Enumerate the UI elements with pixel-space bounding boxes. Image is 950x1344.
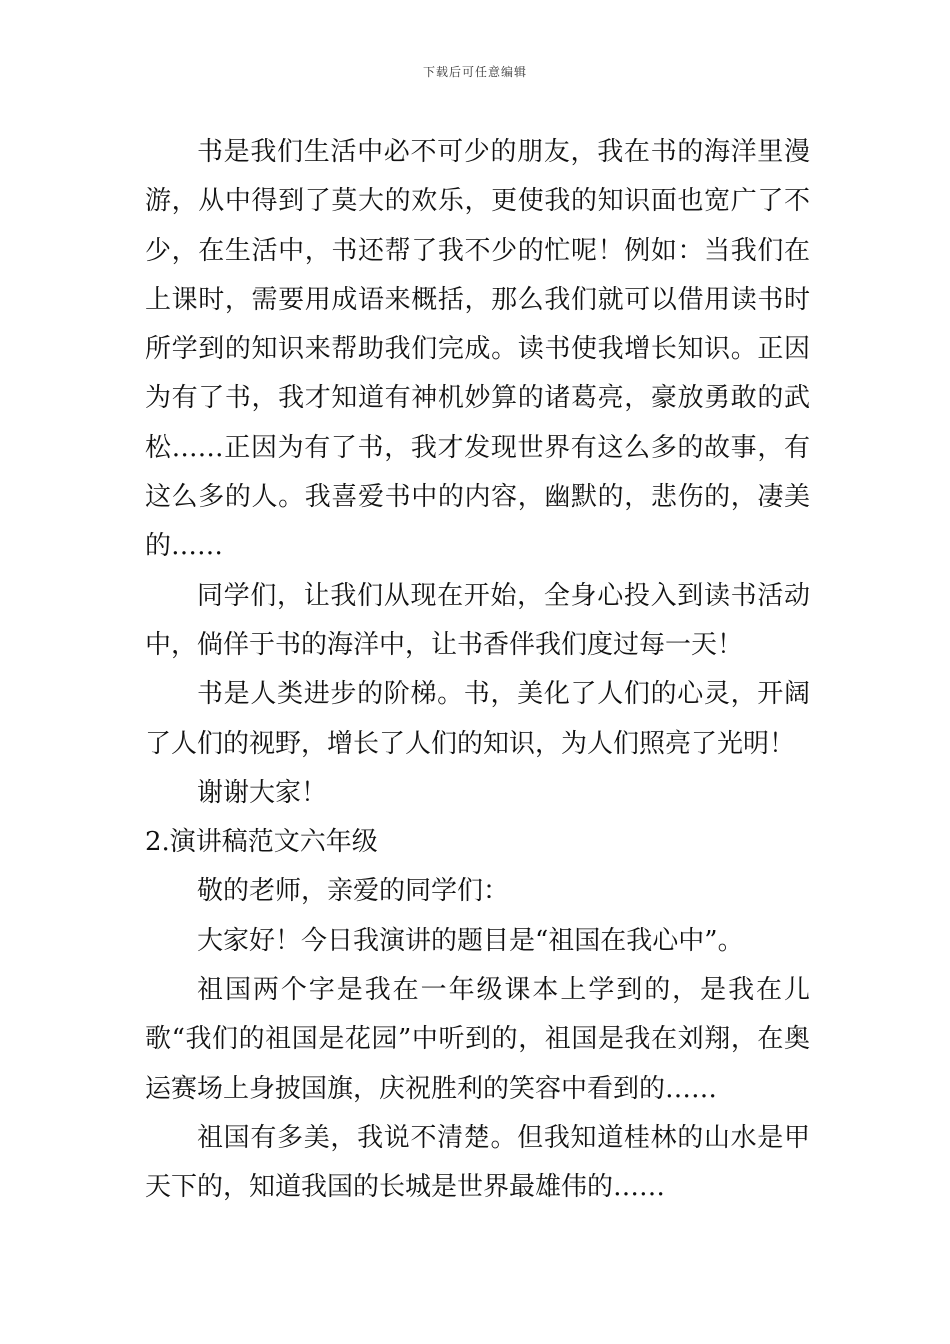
page-header-note: 下载后可任意编辑 bbox=[422, 65, 527, 79]
paragraph-reading-call: 同学们，让我们从现在开始，全身心投入到读书活动中，倘佯于书的海洋中，让书香伴我们度过每一天！ bbox=[145, 580, 810, 660]
paragraph-books-ladder: 书是人类进步的阶梯。书，美化了人们的心灵，开阔了人们的视野，增长了人们的知识，为人们照亮了光明！ bbox=[145, 679, 810, 759]
section-heading: 2.演讲稿范文六年级 bbox=[145, 827, 378, 858]
paragraph-thanks: 谢谢大家！ bbox=[197, 777, 328, 808]
paragraph-books-friends: 书是我们生活中必不可少的朋友，我在书的海洋里漫游，从中得到了莫大的欢乐，更使我的知识面也宽广了不少，在生活中，书还帮了我不少的忙呢！例如：当我们在上课时，需要用成语来概括，那么我们就可以借用读书时所学到的知识来帮助我们完成。读书使我增长知识。正因为有了书，我才知道有神机妙算的诸葛亮，豪放勇敢的武松……正因为有了书，我才发现世界有这么多的故事，有这么多的人。我喜爱书中的内容，幽默的，悲伤的，凄美的…… bbox=[145, 137, 810, 562]
paragraph-greeting: 敬的老师，亲爱的同学们： bbox=[197, 876, 510, 907]
paragraph-topic: 大家好！今日我演讲的题目是“祖国在我心中”。 bbox=[197, 925, 744, 956]
paragraph-motherland-beauty: 祖国有多美，我说不清楚。但我知道桂林的山水是甲天下的，知道我国的长城是世界最雄伟的…… bbox=[145, 1122, 810, 1203]
document-body bbox=[145, 128, 810, 1213]
paragraph-motherland-learned: 祖国两个字是我在一年级课本上学到的，是我在儿歌“我们的祖国是花园”中听到的，祖国是我在刘翔，在奥运赛场上身披国旗，庆祝胜利的笑容中看到的…… bbox=[145, 975, 810, 1104]
